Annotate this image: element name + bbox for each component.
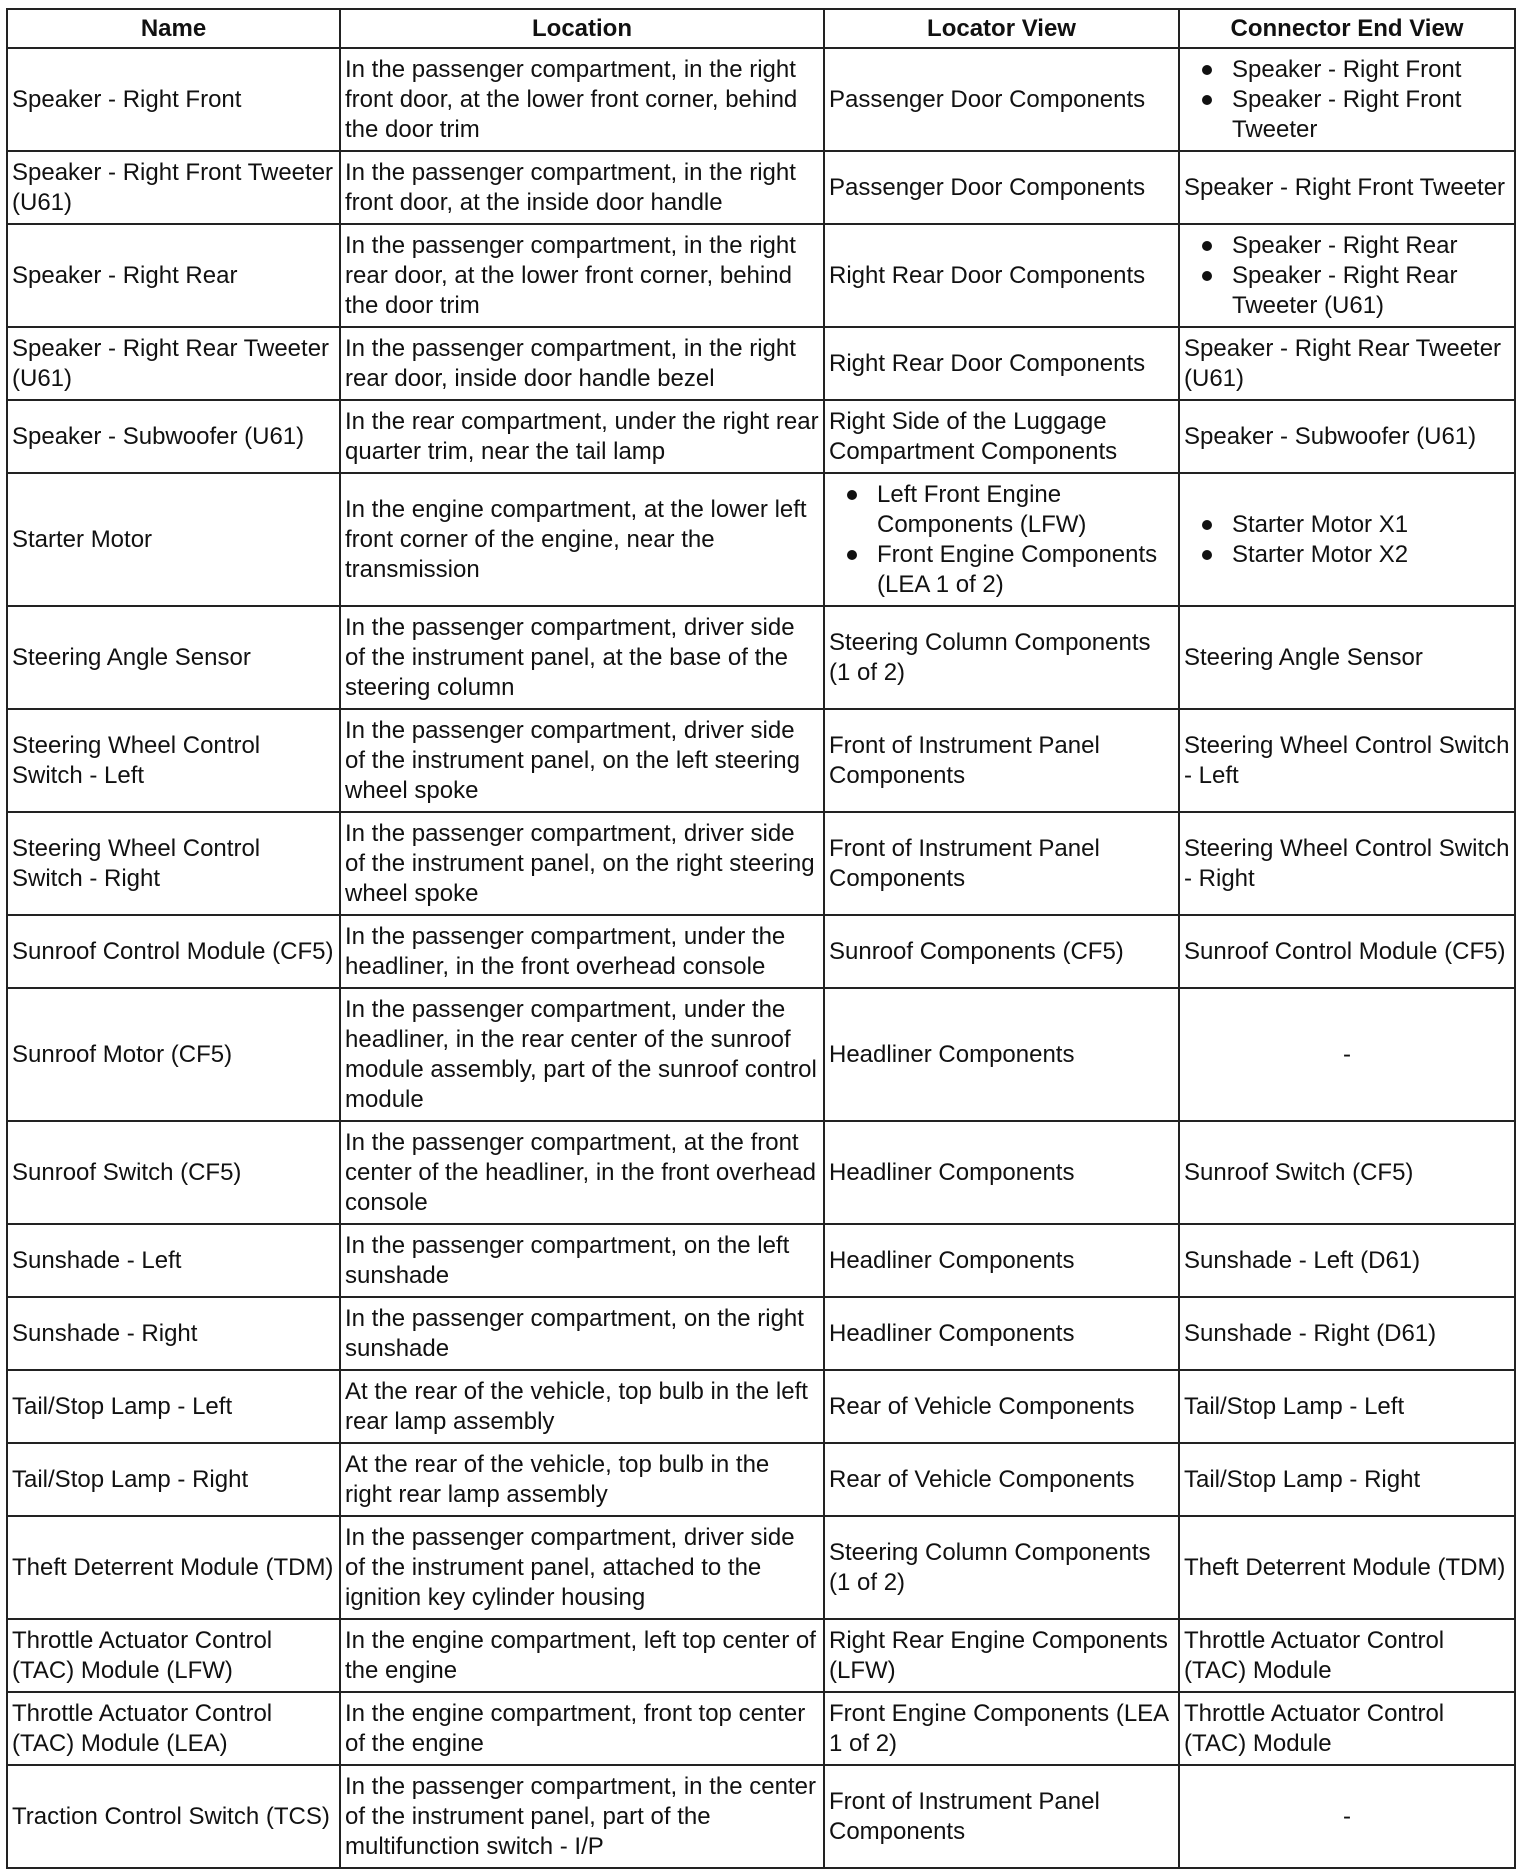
table-row — [7, 473, 1515, 606]
cell-locator-view: Front of Instrument Panel Components — [824, 812, 1179, 915]
connector-end-view-list-item: Starter Motor X1 — [1184, 510, 1510, 540]
table-row — [7, 400, 1515, 473]
cell-name: Starter Motor — [7, 473, 340, 606]
header-locator-view: Locator View — [824, 9, 1179, 48]
header-location: Location — [340, 9, 824, 48]
cell-name: Steering Wheel Control Switch - Left — [7, 709, 340, 812]
connector-end-view-list-item: Speaker - Right Front — [1184, 55, 1510, 85]
cell-connector-end-view: Sunroof Switch (CF5) — [1179, 1121, 1515, 1224]
cell-connector-end-view: Speaker - Right Rear Tweeter (U61) — [1179, 327, 1515, 400]
cell-connector-end-view: - — [1179, 988, 1515, 1121]
table-row — [7, 1619, 1515, 1692]
cell-connector-end-view: Speaker - Right Front Tweeter — [1179, 151, 1515, 224]
cell-locator-view: Front of Instrument Panel Components — [824, 1765, 1179, 1868]
component-locator-page — [6, 8, 1516, 1869]
locator-view-list-item: Front Engine Components (LEA 1 of 2) — [829, 540, 1174, 600]
cell-connector-end-view: Steering Angle Sensor — [1179, 606, 1515, 709]
cell-locator-view: Headliner Components — [824, 988, 1179, 1121]
cell-locator-view: Headliner Components — [824, 1224, 1179, 1297]
cell-connector-end-view: Speaker - Subwoofer (U61) — [1179, 400, 1515, 473]
cell-location: In the passenger compartment, in the right front door, at the lower front corner, behind the door trim — [340, 48, 824, 151]
table-row — [7, 151, 1515, 224]
cell-location: In the passenger compartment, at the front center of the headliner, in the front overhead console — [340, 1121, 824, 1224]
cell-name: Throttle Actuator Control (TAC) Module (LEA) — [7, 1692, 340, 1765]
cell-connector-end-view: Steering Wheel Control Switch - Right — [1179, 812, 1515, 915]
cell-location: In the engine compartment, front top center of the engine — [340, 1692, 824, 1765]
table-row — [7, 1224, 1515, 1297]
cell-location: In the passenger compartment, on the right sunshade — [340, 1297, 824, 1370]
cell-name: Steering Wheel Control Switch - Right — [7, 812, 340, 915]
cell-locator-view: Front Engine Components (LEA 1 of 2) — [824, 1692, 1179, 1765]
table-row — [7, 1516, 1515, 1619]
cell-locator-view: Passenger Door Components — [824, 48, 1179, 151]
table-row — [7, 224, 1515, 327]
connector-end-view-list-item: Speaker - Right Front Tweeter — [1184, 85, 1510, 145]
cell-name: Sunroof Motor (CF5) — [7, 988, 340, 1121]
cell-location: At the rear of the vehicle, top bulb in the right rear lamp assembly — [340, 1443, 824, 1516]
cell-name: Sunroof Control Module (CF5) — [7, 915, 340, 988]
cell-connector-end-view: Tail/Stop Lamp - Right — [1179, 1443, 1515, 1516]
table-row — [7, 812, 1515, 915]
cell-location: In the passenger compartment, on the left sunshade — [340, 1224, 824, 1297]
cell-location: In the engine compartment, at the lower left front corner of the engine, near the transmission — [340, 473, 824, 606]
cell-locator-view: Rear of Vehicle Components — [824, 1370, 1179, 1443]
cell-locator-view: Passenger Door Components — [824, 151, 1179, 224]
cell-connector-end-view — [1179, 224, 1515, 327]
cell-locator-view: Headliner Components — [824, 1121, 1179, 1224]
table-body — [7, 48, 1515, 1868]
cell-name: Speaker - Right Front Tweeter (U61) — [7, 151, 340, 224]
cell-location: In the passenger compartment, in the right rear door, at the lower front corner, behind the door trim — [340, 224, 824, 327]
cell-location: In the passenger compartment, driver side of the instrument panel, on the left steering wheel spoke — [340, 709, 824, 812]
cell-name: Tail/Stop Lamp - Right — [7, 1443, 340, 1516]
cell-locator-view: Steering Column Components (1 of 2) — [824, 606, 1179, 709]
cell-locator-view: Front of Instrument Panel Components — [824, 709, 1179, 812]
cell-location: In the passenger compartment, driver side of the instrument panel, on the right steering wheel spoke — [340, 812, 824, 915]
cell-connector-end-view: Throttle Actuator Control (TAC) Module — [1179, 1619, 1515, 1692]
cell-location: In the rear compartment, under the right rear quarter trim, near the tail lamp — [340, 400, 824, 473]
table-row — [7, 1765, 1515, 1868]
cell-connector-end-view: Theft Deterrent Module (TDM) — [1179, 1516, 1515, 1619]
connector-end-view-list — [1184, 231, 1510, 321]
cell-locator-view: Sunroof Components (CF5) — [824, 915, 1179, 988]
table-row — [7, 327, 1515, 400]
component-locator-table — [6, 8, 1516, 1869]
cell-location: In the passenger compartment, driver side of the instrument panel, at the base of the steering column — [340, 606, 824, 709]
cell-name: Traction Control Switch (TCS) — [7, 1765, 340, 1868]
cell-locator-view: Headliner Components — [824, 1297, 1179, 1370]
cell-name: Speaker - Subwoofer (U61) — [7, 400, 340, 473]
cell-connector-end-view — [1179, 48, 1515, 151]
cell-connector-end-view: Tail/Stop Lamp - Left — [1179, 1370, 1515, 1443]
table-row — [7, 1121, 1515, 1224]
cell-location: In the passenger compartment, under the headliner, in the rear center of the sunroof module assembly, part of the sunroof control module — [340, 988, 824, 1121]
connector-end-view-list-item: Speaker - Right Rear — [1184, 231, 1510, 261]
table-row — [7, 1297, 1515, 1370]
cell-location: In the passenger compartment, driver side of the instrument panel, attached to the ignition key cylinder housing — [340, 1516, 824, 1619]
header-connector-end-view: Connector End View — [1179, 9, 1515, 48]
cell-locator-view: Steering Column Components (1 of 2) — [824, 1516, 1179, 1619]
cell-locator-view — [824, 473, 1179, 606]
cell-connector-end-view: Steering Wheel Control Switch - Left — [1179, 709, 1515, 812]
cell-name: Sunroof Switch (CF5) — [7, 1121, 340, 1224]
cell-name: Tail/Stop Lamp - Left — [7, 1370, 340, 1443]
cell-connector-end-view: Sunroof Control Module (CF5) — [1179, 915, 1515, 988]
cell-name: Speaker - Right Rear — [7, 224, 340, 327]
table-row — [7, 709, 1515, 812]
connector-end-view-list-item: Starter Motor X2 — [1184, 540, 1510, 570]
cell-locator-view: Right Rear Engine Components (LFW) — [824, 1619, 1179, 1692]
table-row — [7, 1692, 1515, 1765]
table-row — [7, 915, 1515, 988]
connector-end-view-list — [1184, 510, 1510, 570]
table-row — [7, 48, 1515, 151]
cell-connector-end-view: Sunshade - Right (D61) — [1179, 1297, 1515, 1370]
cell-location: In the passenger compartment, in the right rear door, inside door handle bezel — [340, 327, 824, 400]
connector-end-view-list-item: Speaker - Right Rear Tweeter (U61) — [1184, 261, 1510, 321]
table-row — [7, 988, 1515, 1121]
cell-connector-end-view: - — [1179, 1765, 1515, 1868]
connector-end-view-list — [1184, 55, 1510, 145]
header-name: Name — [7, 9, 340, 48]
cell-location: In the passenger compartment, in the right front door, at the inside door handle — [340, 151, 824, 224]
table-row — [7, 1370, 1515, 1443]
locator-view-list-item: Left Front Engine Components (LFW) — [829, 480, 1174, 540]
cell-connector-end-view: Throttle Actuator Control (TAC) Module — [1179, 1692, 1515, 1765]
cell-locator-view: Right Side of the Luggage Compartment Components — [824, 400, 1179, 473]
cell-connector-end-view: Sunshade - Left (D61) — [1179, 1224, 1515, 1297]
cell-name: Speaker - Right Rear Tweeter (U61) — [7, 327, 340, 400]
table-row — [7, 1443, 1515, 1516]
cell-locator-view: Right Rear Door Components — [824, 327, 1179, 400]
cell-location: In the passenger compartment, in the center of the instrument panel, part of the multifunction switch - I/P — [340, 1765, 824, 1868]
cell-location: In the engine compartment, left top center of the engine — [340, 1619, 824, 1692]
cell-name: Throttle Actuator Control (TAC) Module (LFW) — [7, 1619, 340, 1692]
cell-name: Sunshade - Right — [7, 1297, 340, 1370]
cell-name: Sunshade - Left — [7, 1224, 340, 1297]
header-row — [7, 9, 1515, 48]
cell-location: In the passenger compartment, under the headliner, in the front overhead console — [340, 915, 824, 988]
table-row — [7, 606, 1515, 709]
cell-locator-view: Right Rear Door Components — [824, 224, 1179, 327]
cell-name: Steering Angle Sensor — [7, 606, 340, 709]
locator-view-list — [829, 480, 1174, 600]
cell-locator-view: Rear of Vehicle Components — [824, 1443, 1179, 1516]
cell-name: Theft Deterrent Module (TDM) — [7, 1516, 340, 1619]
cell-location: At the rear of the vehicle, top bulb in the left rear lamp assembly — [340, 1370, 824, 1443]
cell-name: Speaker - Right Front — [7, 48, 340, 151]
cell-connector-end-view — [1179, 473, 1515, 606]
